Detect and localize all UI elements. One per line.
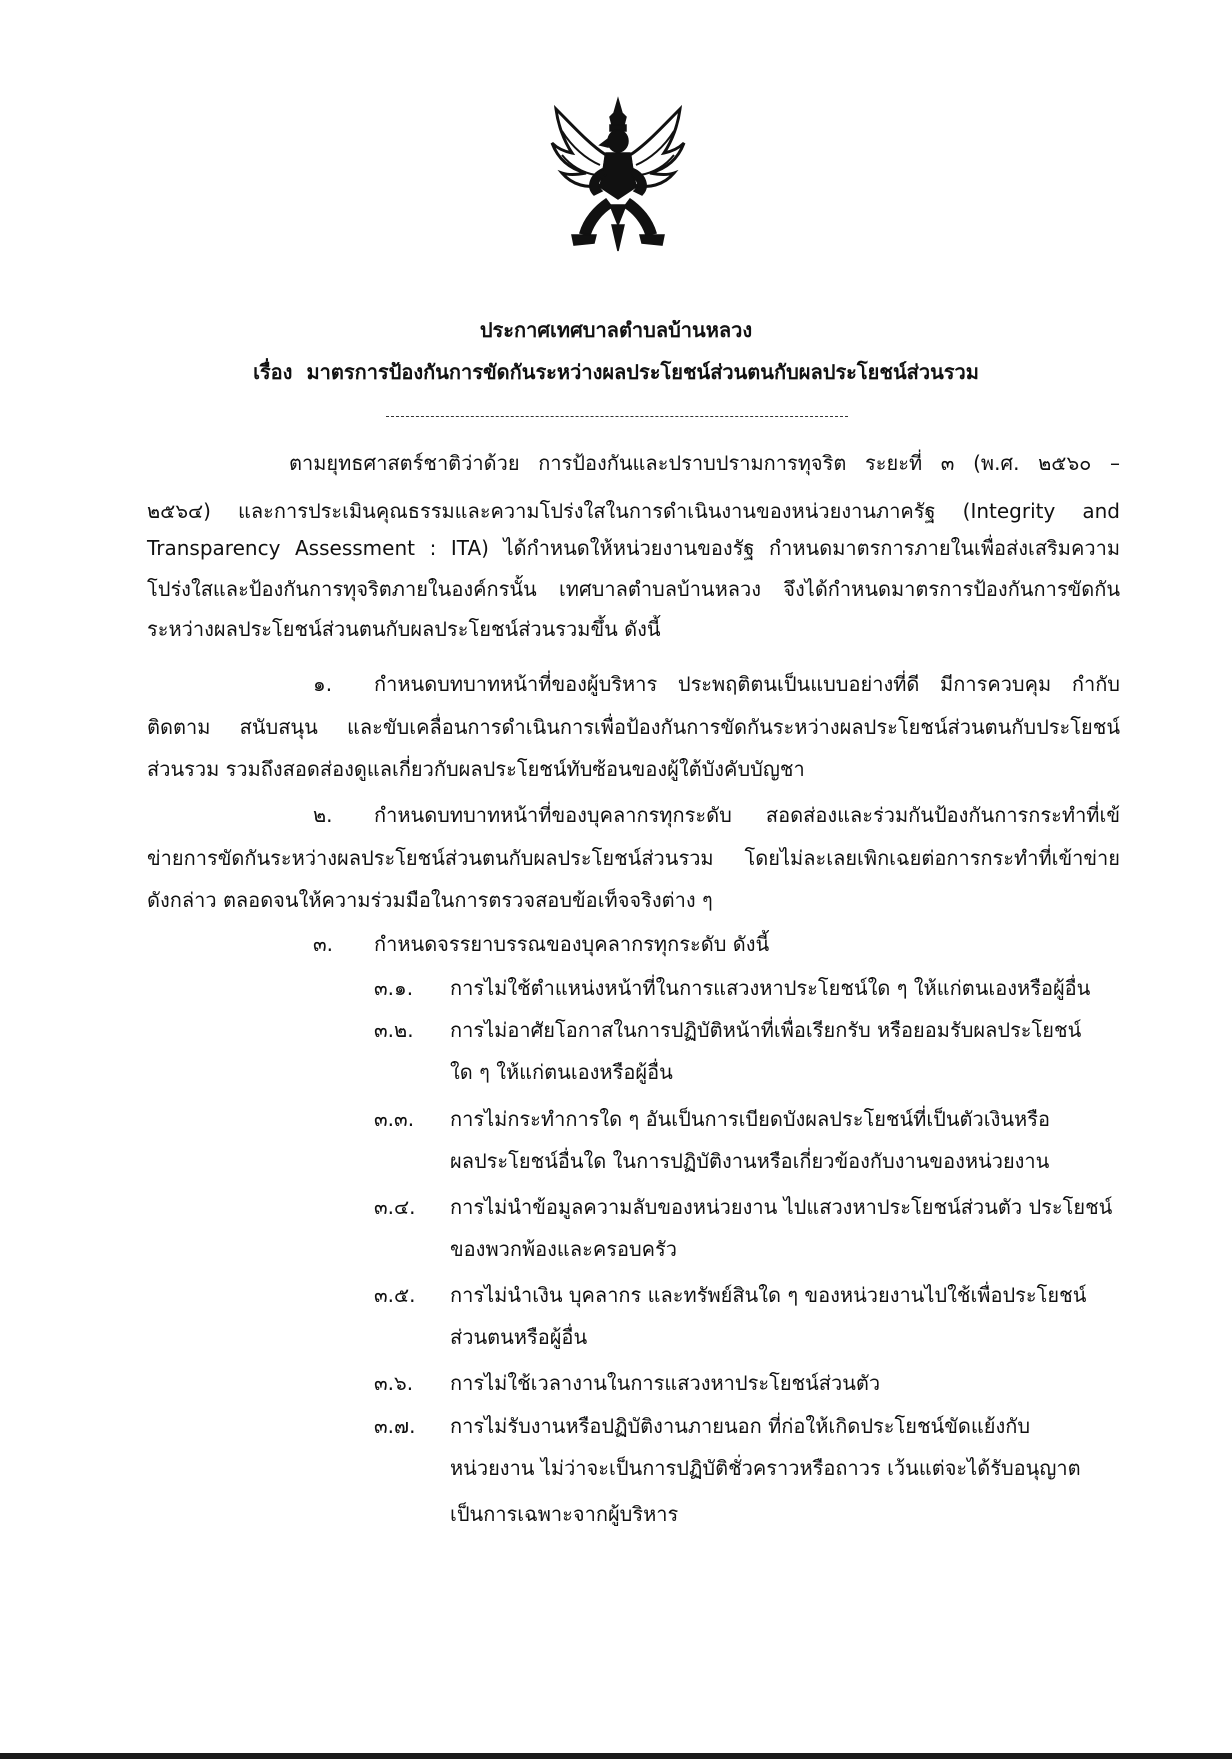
subitem-line: ผลประโยชน์อื่นใด ในการปฏิบัติงานหรือเกี่ยวข้องกับงานของหน่วยงาน bbox=[450, 1149, 1050, 1173]
subitem-number: ๓.๔. bbox=[374, 1195, 416, 1219]
subitem-number: ๓.๕. bbox=[374, 1283, 416, 1307]
subitem-line: การไม่นำข้อมูลความลับของหน่วยงาน ไปแสวงหาประโยชน์ส่วนตัว ประโยชน์ bbox=[450, 1195, 1113, 1219]
subitem-line: ส่วนตนหรือผู้อื่น bbox=[450, 1325, 588, 1349]
item-line: ข่ายการขัดกันระหว่างผลประโยชน์ส่วนตนกับผลประโยชน์ส่วนรวม โดยไม่ละเลยเพิกเฉยต่อการกระทำที่เข้าข่าย bbox=[147, 846, 1120, 870]
subitem-number: ๓.๗. bbox=[374, 1414, 416, 1438]
subitem-line: การไม่กระทำการใด ๆ อันเป็นการเบียดบังผลประโยชน์ที่เป็นตัวเงินหรือ bbox=[450, 1107, 1050, 1131]
subitem-number: ๓.๖. bbox=[374, 1371, 414, 1395]
item-line: ส่วนรวม รวมถึงสอดส่องดูแลเกี่ยวกับผลประโยชน์ทับซ้อนของผู้ใต้บังคับบัญชา bbox=[147, 757, 805, 781]
subitem-number: ๓.๑. bbox=[374, 976, 414, 1000]
subject-label: เรื่อง bbox=[253, 360, 293, 384]
subitem-line: การไม่ใช้เวลางานในการแสวงหาประโยชน์ส่วนตัว bbox=[450, 1371, 881, 1395]
subitem-number: ๓.๒. bbox=[374, 1018, 414, 1042]
subitem-line: หน่วยงาน ไม่ว่าจะเป็นการปฏิบัติชั่วคราวหรือถาวร เว้นแต่จะได้รับอนุญาต bbox=[450, 1456, 1081, 1480]
item-number: ๒. bbox=[313, 803, 333, 827]
item-number: ๓. bbox=[313, 932, 334, 956]
subitem-line: การไม่ใช้ตำแหน่งหน้าที่ในการแสวงหาประโยชน์ใด ๆ ให้แก่ตนเองหรือผู้อื่น bbox=[450, 976, 1091, 1000]
announcement-subject bbox=[0, 358, 1232, 386]
title-divider bbox=[386, 416, 848, 417]
intro-line: Transparency Assessment : ITA) ได้กำหนดให้หน่วยงานของรัฐ กำหนดมาตรการภายในเพื่อส่งเสริมความ bbox=[147, 536, 1120, 560]
scan-bottom-edge bbox=[0, 1753, 1232, 1759]
subitem-line: เป็นการเฉพาะจากผู้บริหาร bbox=[450, 1502, 679, 1526]
intro-line: โปร่งใสและป้องกันการทุจริตภายในองค์กรนั้น เทศบาลตำบลบ้านหลวง จึงได้กำหนดมาตรการป้องกันการขัดกัน bbox=[147, 577, 1120, 601]
item-line: ดังกล่าว ตลอดจนให้ความร่วมมือในการตรวจสอบข้อเท็จจริงต่าง ๆ bbox=[147, 888, 713, 912]
subitem-number: ๓.๓. bbox=[374, 1107, 415, 1131]
subject-text: มาตรการป้องกันการขัดกันระหว่างผลประโยชน์ส่วนตนกับผลประโยชน์ส่วนรวม bbox=[306, 360, 979, 384]
subitem-line: การไม่รับงานหรือปฏิบัติงานภายนอก ที่ก่อให้เกิดประโยชน์ขัดแย้งกับ bbox=[450, 1414, 1031, 1438]
item-line: กำหนดจรรยาบรรณของบุคลากรทุกระดับ ดังนี้ bbox=[374, 932, 770, 956]
intro-line: ๒๕๖๔) และการประเมินคุณธรรมและความโปร่งใสในการดำเนินงานของหน่วยงานภาครัฐ (Integrity and bbox=[147, 499, 1120, 523]
item-line: กำหนดบทบาทหน้าที่ของผู้บริหาร ประพฤติตนเป็นแบบอย่างที่ดี มีการควบคุม กำกับ bbox=[374, 672, 1120, 696]
item-number: ๑. bbox=[313, 672, 333, 696]
garuda-emblem-icon bbox=[550, 95, 686, 257]
intro-line: ตามยุทธศาสตร์ชาติว่าด้วย การป้องกันและปราบปรามการทุจริต ระยะที่ ๓ (พ.ศ. ๒๕๖๐ – bbox=[289, 451, 1120, 475]
subitem-line: ของพวกพ้องและครอบครัว bbox=[450, 1237, 678, 1261]
announcement-title: ประกาศเทศบาลตำบลบ้านหลวง bbox=[479, 318, 753, 342]
item-line: ติดตาม สนับสนุน และขับเคลื่อนการดำเนินการเพื่อป้องกันการขัดกันระหว่างผลประโยชน์ส่วนตนกับประโยชน์ bbox=[147, 715, 1120, 739]
subitem-line: ใด ๆ ให้แก่ตนเองหรือผู้อื่น bbox=[450, 1060, 673, 1084]
intro-line: ระหว่างผลประโยชน์ส่วนตนกับผลประโยชน์ส่วนรวมขึ้น ดังนี้ bbox=[147, 617, 661, 641]
subitem-line: การไม่นำเงิน บุคลากร และทรัพย์สินใด ๆ ของหน่วยงานไปใช้เพื่อประโยชน์ bbox=[450, 1283, 1087, 1307]
subitem-line: การไม่อาศัยโอกาสในการปฏิบัติหน้าที่เพื่อเรียกรับ หรือยอมรับผลประโยชน์ bbox=[450, 1018, 1082, 1042]
item-line: กำหนดบทบาทหน้าที่ของบุคลากรทุกระดับ สอดส่องและร่วมกันป้องกันการกระทำที่เข้ bbox=[374, 803, 1120, 827]
